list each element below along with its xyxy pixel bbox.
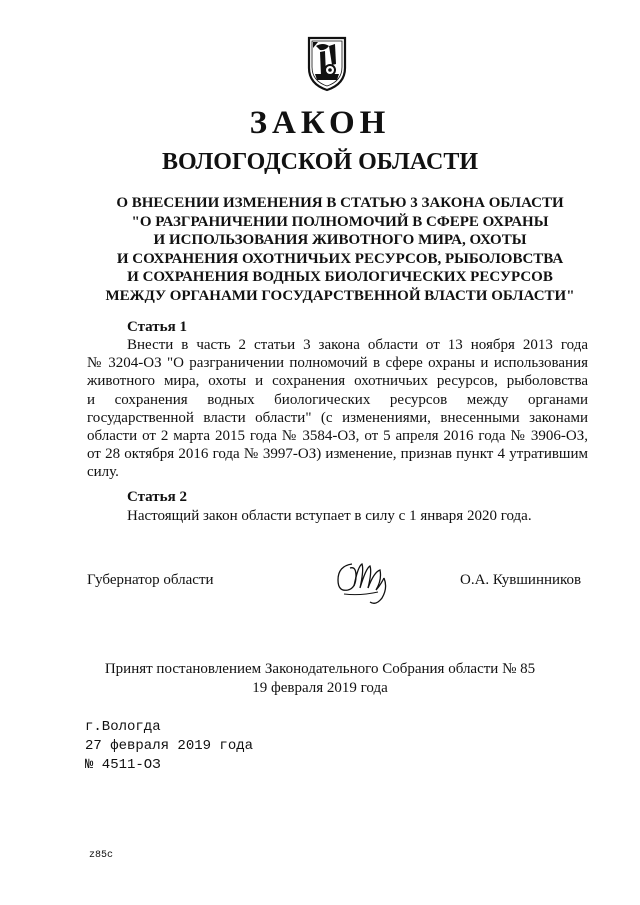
signing-date: 27 февраля 2019 года [85, 737, 254, 754]
article-1-line: силу. [87, 464, 119, 481]
article-1-line: государственной власти области" (с изменениями, внесенными законами [87, 409, 588, 426]
document-type-title: ЗАКОН [249, 105, 391, 141]
heading-line: О ВНЕСЕНИИ ИЗМЕНЕНИЯ В СТАТЬЮ 3 ЗАКОНА ОБЛАСТИ [116, 195, 564, 211]
heading-line: И ИСПОЛЬЗОВАНИЯ ЖИВОТНОГО МИРА, ОХОТЫ [153, 232, 527, 249]
adoption-line: Принят постановлением Законодательного Собрания области № 85 [104, 661, 536, 677]
signatory-name: О.А. Кувшинников [460, 572, 582, 588]
heading-line: И СОХРАНЕНИЯ ВОДНЫХ БИОЛОГИЧЕСКИХ РЕСУРСОВ [127, 269, 553, 286]
heading-line: МЕЖДУ ОРГАНАМИ ГОСУДАРСТВЕННОЙ ВЛАСТИ ОБЛАСТИ" [105, 287, 575, 304]
signatory-position: Губернатор области [87, 572, 214, 588]
city: г.Вологда [85, 719, 161, 735]
article-2-title: Статья 2 [127, 489, 187, 505]
footer-code: z85c [89, 850, 114, 861]
law-heading [80, 194, 600, 306]
heading-line: И СОХРАНЕНИЯ ОХОТНИЧЬИХ РЕСУРСОВ, РЫБОЛОВСТВА [116, 250, 564, 267]
adoption-date: 19 февраля 2019 года [252, 679, 388, 696]
article-1-line: области от 2 марта 2015 года № 3584-ОЗ, от 5 апреля 2016 года № 3906-ОЗ, [87, 428, 588, 445]
coat-of-arms-icon [305, 34, 349, 92]
article-1-title: Статья 1 [127, 319, 187, 335]
heading-line: "О РАЗГРАНИЧЕНИИ ПОЛНОМОЧИЙ В СФЕРЕ ОХРАНЫ [131, 213, 549, 230]
law-number: № 4511-ОЗ [85, 756, 161, 773]
handwritten-signature-icon [330, 558, 396, 606]
region-title: ВОЛОГОДСКОЙ ОБЛАСТИ [161, 149, 479, 175]
article-1-text [87, 336, 588, 482]
article-1-line: № 3204-ОЗ "О разграничении полномочий в сфере охраны и использования [87, 355, 588, 372]
adoption-note [0, 660, 640, 697]
article-1-line: от 28 октября 2016 года № 3997-ОЗ) изменение, признав пункт 4 утратившим [87, 446, 588, 463]
article-1-line: и сохранения водных биологических ресурсов между органами [87, 391, 588, 408]
article-1-line: Внести в часть 2 статьи 3 закона области от 13 ноября 2013 года [127, 337, 588, 353]
article-2-line: Настоящий закон области вступает в силу с 1 января 2020 года. [127, 508, 532, 524]
article-1-line: животного мира, охоты и сохранения охотничьих ресурсов, рыболовства [87, 373, 588, 390]
place-and-date [85, 718, 253, 774]
article-2-text [87, 507, 588, 525]
